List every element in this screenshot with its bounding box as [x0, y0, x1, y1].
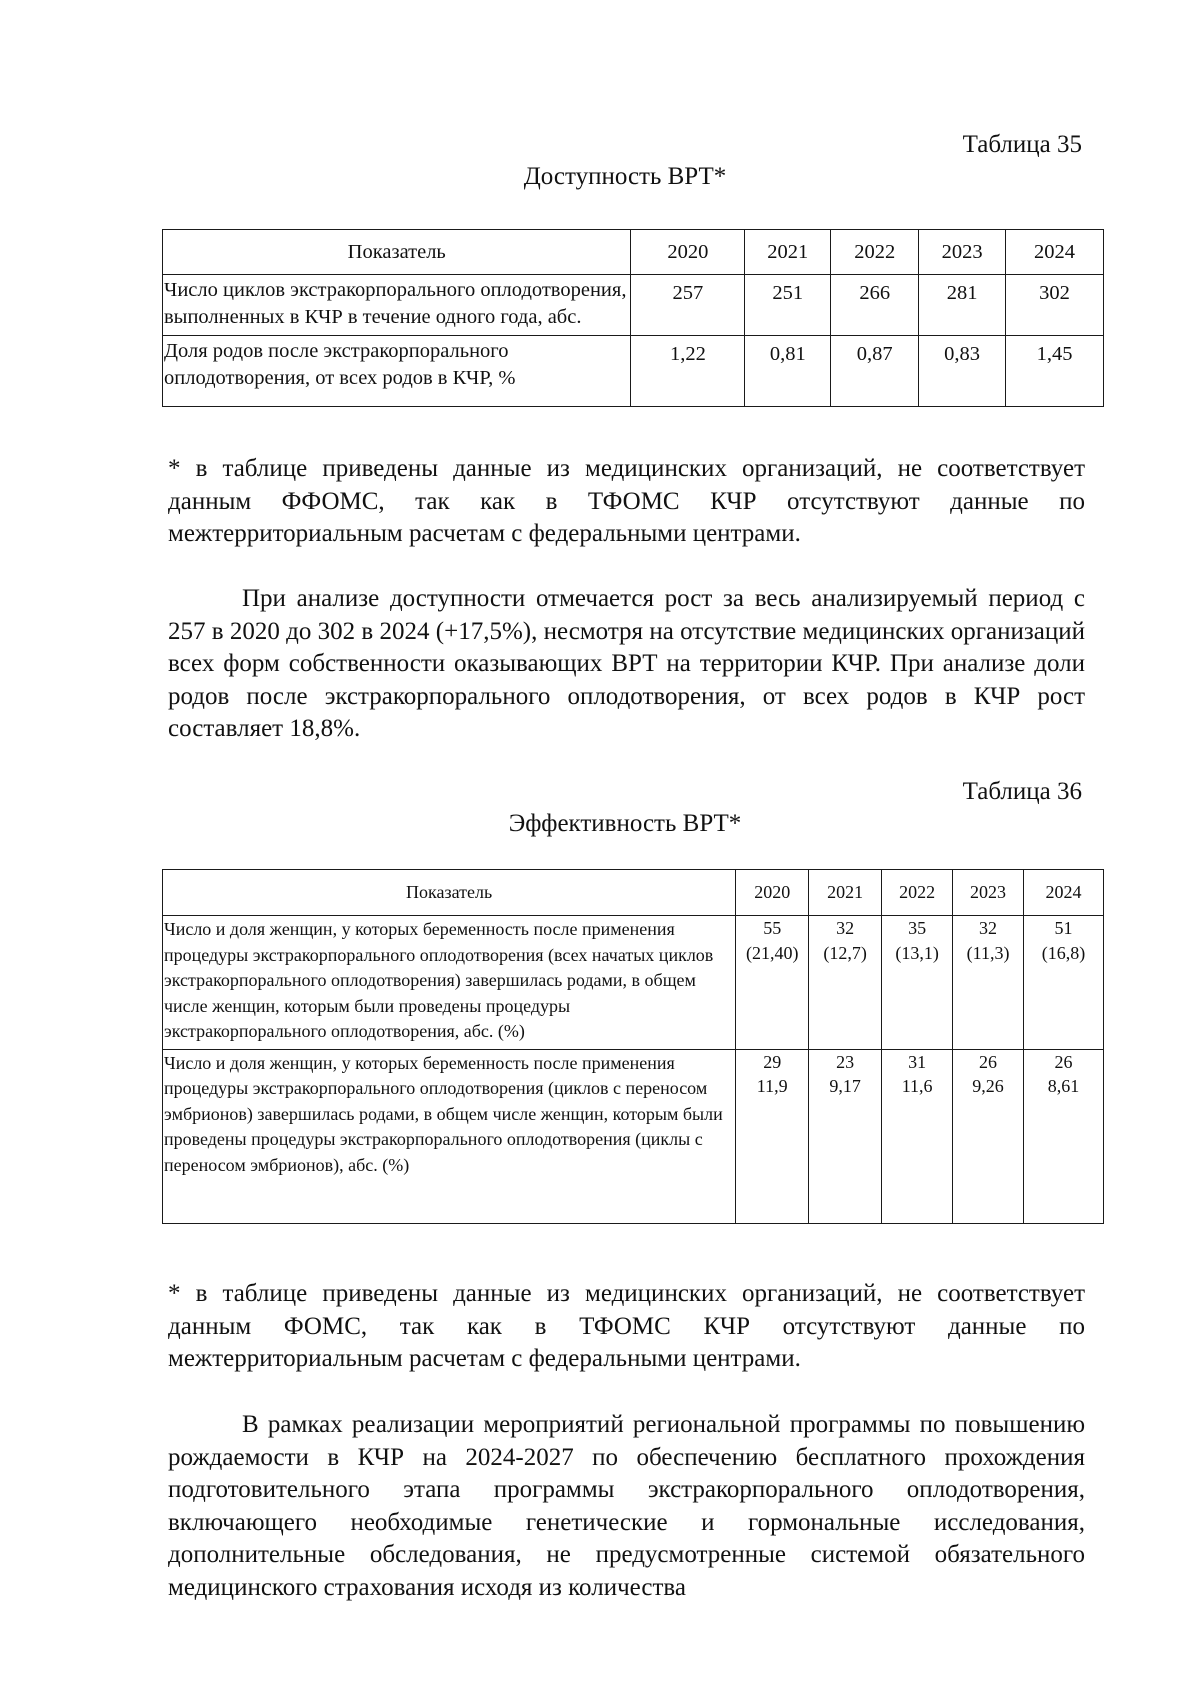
value-cell: 302 — [1006, 275, 1104, 336]
analysis-paragraph: При анализе доступности отмечается рост за весь анализируемый период с 257 в 2020 до 302 в 2024 (+17,5%), несмотря на отсутствие медицинских организаций всех форм собственности оказывающих ВРТ на территории КЧР. При анализе доли родов после экстракорпорального оплодотворения, от всех родов в КЧР рост составляет 18,8%. — [168, 585, 1085, 742]
value-cell — [736, 1049, 809, 1223]
header-year: 2020 — [631, 230, 745, 275]
count-value: 31 — [908, 1051, 927, 1072]
count-value: 29 — [763, 1051, 782, 1072]
header-indicator: Показатель — [163, 230, 631, 275]
table-36-footnote: * в таблице приведены данные из медицинских организаций, не соответствует данным ФОМС, так как в ТФОМС КЧР отсутствуют данные по межтерриториальным расчетам с федеральными центрами. — [168, 1280, 1085, 1372]
count-value: 55 — [763, 918, 782, 938]
share-value: (21,40) — [745, 942, 799, 963]
table-row — [163, 336, 1104, 407]
share-value: 8,61 — [1047, 1076, 1080, 1096]
value-cell — [882, 1049, 953, 1223]
share-value: 9,26 — [972, 1076, 1004, 1096]
share-value: 11,9 — [756, 1076, 788, 1096]
table-36 — [162, 869, 1104, 1224]
value-cell — [809, 1049, 882, 1223]
header-year: 2021 — [809, 870, 882, 916]
share-value: 9,17 — [829, 1076, 861, 1096]
count-value: 26 — [1054, 1051, 1073, 1072]
share-value: (16,8) — [1041, 942, 1086, 963]
table-36-label: Таблица 36 — [962, 778, 1082, 805]
value-cell — [1024, 916, 1104, 1050]
indicator-cell: Доля родов после экстракорпорального оплодотворения, от всех родов в КЧР, % — [163, 336, 631, 407]
header-year: 2024 — [1024, 870, 1104, 916]
table-header-row — [163, 870, 1104, 916]
header-year: 2021 — [745, 230, 831, 275]
value-cell: 281 — [919, 275, 1006, 336]
value-cell: 266 — [831, 275, 919, 336]
header-year: 2023 — [953, 870, 1024, 916]
table-row — [163, 916, 1104, 1050]
count-value: 26 — [979, 1051, 998, 1072]
table-35 — [162, 229, 1104, 407]
table-35-label: Таблица 35 — [962, 131, 1082, 158]
program-paragraph: В рамках реализации мероприятий региональной программы по повышению рождаемости в КЧР на 2024-2027 по обеспечению бесплатного прохождения подготовительного этапа программы экстракорпорального оплодотворения, включающего необходимые генетические и гормональные исследования, дополнительные обследования, не предусмотренные системой обязательного медицинского страхования исходя из количества — [168, 1411, 1085, 1601]
value-cell: 1,22 — [631, 336, 745, 407]
share-value: (13,1) — [895, 942, 939, 963]
value-cell — [953, 1049, 1024, 1223]
count-value: 23 — [836, 1051, 855, 1072]
value-cell: 257 — [631, 275, 745, 336]
count-value: 32 — [836, 918, 855, 938]
share-value: (12,7) — [823, 942, 867, 963]
value-cell — [736, 916, 809, 1050]
header-year: 2020 — [736, 870, 809, 916]
table-header-row — [163, 230, 1104, 275]
value-cell — [809, 916, 882, 1050]
count-value: 51 — [1054, 918, 1073, 938]
value-cell — [1024, 1049, 1104, 1223]
count-value: 32 — [979, 918, 998, 938]
table-row — [163, 275, 1104, 336]
value-cell: 251 — [745, 275, 831, 336]
value-cell — [953, 916, 1024, 1050]
header-indicator: Показатель — [163, 870, 736, 916]
value-cell: 1,45 — [1006, 336, 1104, 407]
table-36-caption: Эффективность ВРТ* — [508, 810, 742, 837]
indicator-cell: Число и доля женщин, у которых беременность после применения процедуры экстракорпорального оплодотворения (всех начатых циклов экстракорпорального оплодотворения) завершилась родами, в общем числе женщин, которым были проведены процедуры экстракорпорального оплодотворения, абс. (%) — [163, 916, 736, 1050]
share-value: (11,3) — [966, 942, 1010, 963]
header-year: 2023 — [919, 230, 1006, 275]
indicator-cell: Число и доля женщин, у которых беременность после применения процедуры экстракорпорального оплодотворения (циклов с переносом эмбрионов) завершилась родами, в общем числе женщин, которым были проведены процедуры экстракорпорального оплодотворения (циклы с переносом эмбрионов), абс. (%) — [163, 1049, 736, 1223]
table-35-caption: Доступность ВРТ* — [523, 163, 727, 190]
header-year: 2022 — [831, 230, 919, 275]
value-cell — [882, 916, 953, 1050]
value-cell: 0,81 — [745, 336, 831, 407]
indicator-cell: Число циклов экстракорпорального оплодотворения, выполненных в КЧР в течение одного года, абс. — [163, 275, 631, 336]
table-35-footnote: * в таблице приведены данные из медицинских организаций, не соответствует данным ФФОМС, так как в ТФОМС КЧР отсутствуют данные по межтерриториальным расчетам с федеральными центрами. — [168, 455, 1085, 547]
table-row — [163, 1049, 1104, 1223]
header-year: 2022 — [882, 870, 953, 916]
value-cell: 0,83 — [919, 336, 1006, 407]
share-value: 11,6 — [901, 1076, 933, 1096]
header-year: 2024 — [1006, 230, 1104, 275]
value-cell: 0,87 — [831, 336, 919, 407]
count-value: 35 — [908, 918, 927, 938]
